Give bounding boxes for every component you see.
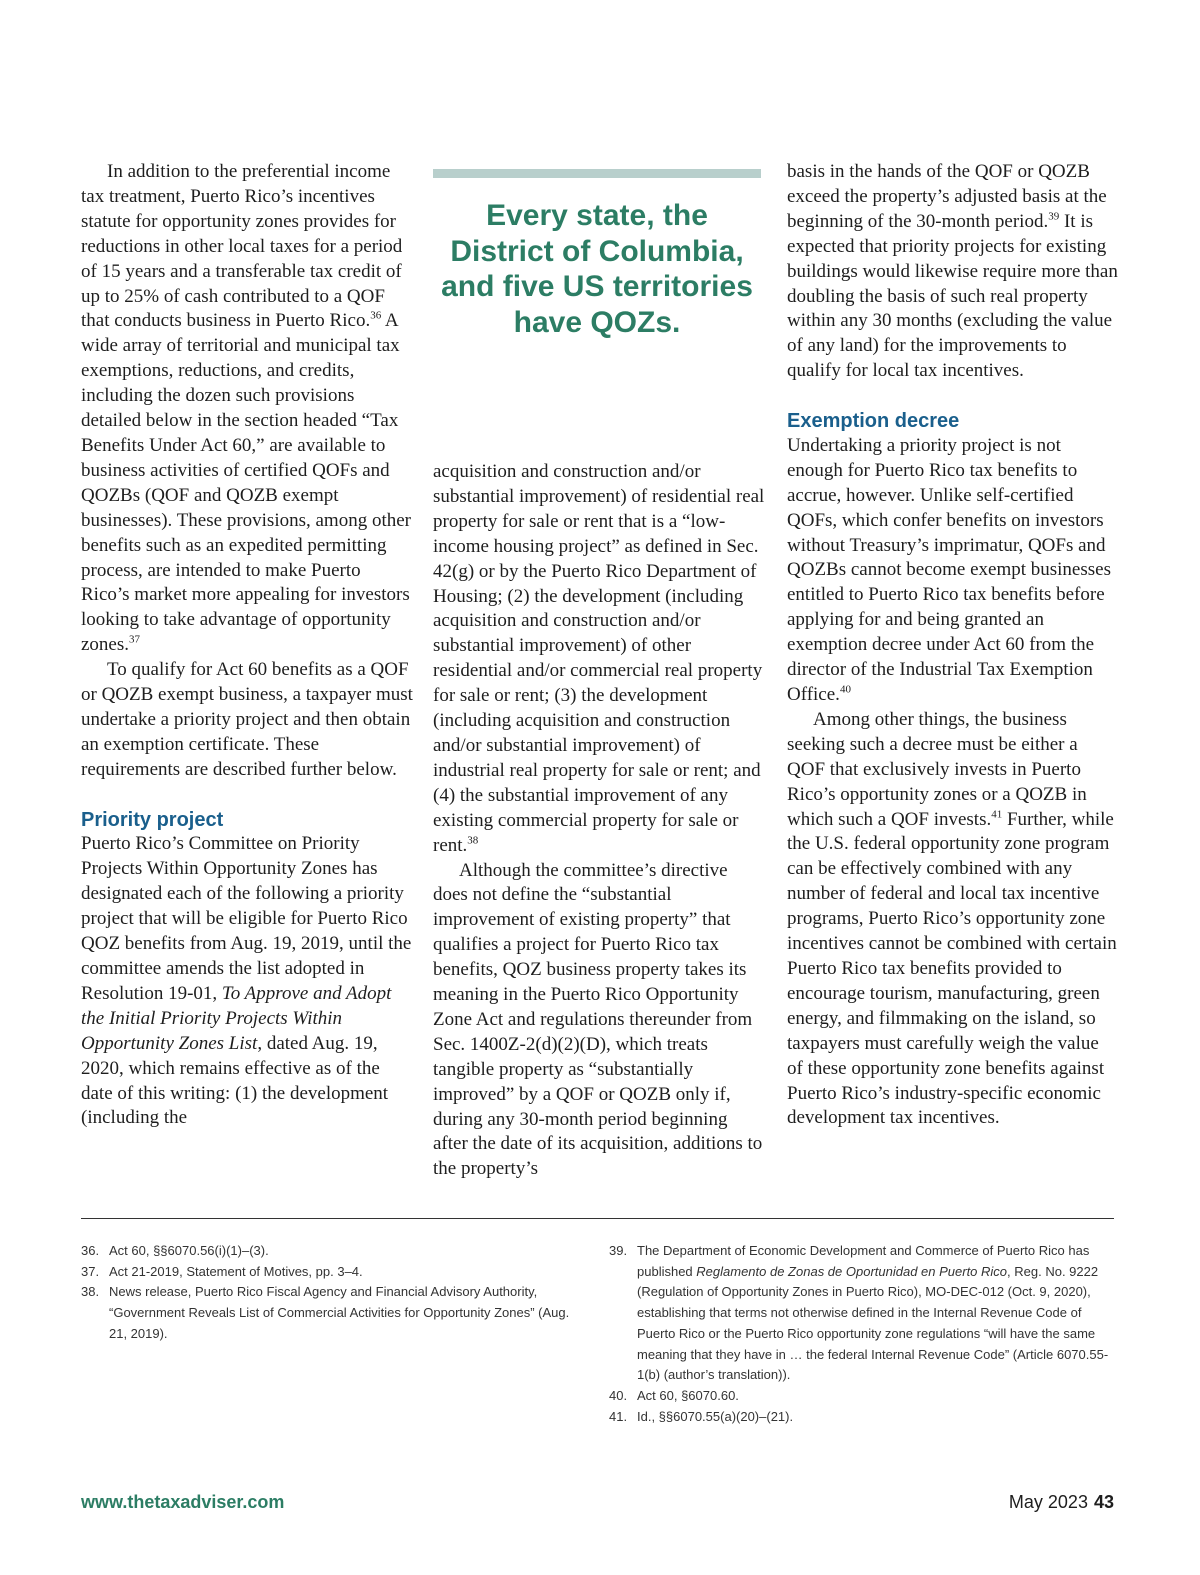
regulation-title: Reglamento de Zonas de Oportunidad en Puerto Rico <box>696 1263 1008 1279</box>
resolution-title: To Approve and Adopt the Initial Priority Projects Within Opportunity Zones List <box>81 982 392 1054</box>
paragraph: Among other things, the business seeking such a decree must be either a QOF that exclusively invests in Puerto Rico’s opportunity zones or a QOZB in which such a QOF invests.$^{41}$ Further, while the U.S. federal opportunity zone program can be effectively combined with any number of federal and local tax incentive programs, Puerto Rico’s opportunity zone incentives cannot be combined with certain Puerto Rico tax benefits provided to encourage tourism, manufacturing, green energy, and filmmaking on the island, so taxpayers must carefully weigh the value of these opportunity zone benefits against Puerto Rico’s industry-specific economic development tax incentives. <box>787 708 1117 1129</box>
footnote-38: 38. News release, Puerto Rico Fiscal Agency and Financial Advisory Authority, “Government Reveals List of Commercial Activities for Opportunity Zones” (Aug. 21, 2019). <box>81 1284 570 1341</box>
paragraph: basis in the hands of the QOF or QOZB exceed the property’s adjusted basis at the beginning of the 30-month period.$^{39}$ It is expected that priority projects for existing buildings would likewise require more than doubling the basis of such real property within any 30 months (excluding the value of any land) for the improvements to qualify for local tax incentives. <box>787 161 1118 382</box>
footnote-ref-40[interactable]: 40 <box>839 683 851 696</box>
paragraph: Puerto Rico’s Committee on Priority Projects Within Opportunity Zones has designated each of the following a priority project that will be eligible for Puerto Rico QOZ benefits from Aug. 19, 2019, until the committee amends the list adopted in Resolution 19-01, To Approve and Adopt the Initial Priority Projects Within Opportunity Zones List, dated Aug. 19, 2020, which remains effective as of the date of this writing: (1) the development (including the <box>81 833 412 1129</box>
footnote-ref-36[interactable]: 36 <box>370 310 382 323</box>
pull-quote-bar <box>433 169 761 178</box>
footer-website-link[interactable]: www.thetaxadviser.com <box>81 1492 285 1512</box>
footnote-ref-41[interactable]: 41 <box>991 808 1003 821</box>
paragraph: Although the committee’s directive does not define the “substantial improvement of existing property” that qualifies a project for Puerto Rico tax benefits, QOZ business property takes its meaning in the Puerto Rico Opportunity Zone Act and regulations thereunder from Sec. 1400Z-2(d)(2)(D), which treats tangible property as “substantially improved” by a QOF or QOZB only if, during any 30-month period beginning after the date of its acquisition, additions to the property’s <box>433 859 763 1180</box>
footnote-39: 39. The Department of Economic Development and Commerce of Puerto Rico has published Reglamento de Zonas de Oportunidad en Puerto Rico, Reg. No. 9222 (Regulation of Opportunity Zones in Puerto Rico), MO-DEC-012 (Oct. 9, 2020), establishing that terms not otherwise defined in the Internal Revenue Code of Puerto Rico or the Puerto Rico opportunity zone regulations “will have the same meaning that they have in … the federal Internal Revenue Code” (Article 6070.55-1(b) (author’s translation)). <box>609 1243 1109 1383</box>
footnote-36: 36. Act 60, §§6070.56(i)(1)–(3). <box>81 1243 269 1258</box>
footnotes-left <box>81 1241 581 1345</box>
section-heading-priority-project: Priority project <box>81 808 224 831</box>
column-1 <box>81 160 413 1131</box>
footnotes-right <box>609 1241 1109 1427</box>
paragraph: Undertaking a priority project is not enough for Puerto Rico tax benefits to accrue, however. Unlike self-certified QOFs, which confer benefits on investors without Treasury’s imprimatur, QOFs and QOZBs cannot become exempt businesses entitled to Puerto Rico tax benefits before applying for and being granted an exemption decree under Act 60 from the director of the Industrial Tax Exemption Office.$^{40}$ <box>787 434 1111 706</box>
paragraph: acquisition and construction and/or substantial improvement) of residential real property for sale or rent that is a “low-income housing project” as defined in Sec. 42(g) or by the Puerto Rico Department of Housing; (2) the development (including acquisition and construction and/or substantial improvement) of other residential and/or commercial real property for sale or rent; (3) the development (including acquisition and construction and/or substantial improvement) of industrial real property for sale or rent; and (4) the substantial improvement of any existing commercial property for sale or rent.$^{38}$ <box>433 461 765 856</box>
page-number: 43 <box>1093 1492 1114 1512</box>
footnote-divider <box>81 1218 1114 1219</box>
footnote-ref-38[interactable]: 38 <box>467 834 479 847</box>
paragraph: In addition to the preferential income tax treatment, Puerto Rico’s incentives statute for opportunity zones provides for reductions in other local taxes for a period of 15 years and a transferable tax credit of up to 25% of cash contributed to a QOF that conducts business in Puerto Rico.$^{36}$ A wide array of territorial and municipal tax exemptions, reductions, and credits, including the dozen such provisions detailed below in the section headed “Tax Benefits Under Act 60,” are available to business activities of certified QOFs and QOZBs (QOF and QOZB exempt businesses). These provisions, among other benefits such as an expedited permitting process, are intended to make Puerto Rico’s market more appealing for investors looking to take advantage of opportunity zones.$^{37}$ <box>81 161 411 656</box>
issue-date: May 2023 <box>1008 1492 1088 1512</box>
section-heading-exemption-decree: Exemption decree <box>787 410 960 433</box>
footnote-37: 37. Act 21-2019, Statement of Motives, pp. 3–4. <box>81 1263 363 1279</box>
pull-quote: Every state, the District of Columbia, and five US territories have QOZs. <box>441 199 753 339</box>
footnote-41: 41. Id., §§6070.55(a)(20)–(21). <box>609 1408 794 1424</box>
footnote-ref-39[interactable]: 39 <box>1048 210 1060 223</box>
footer-issue-page <box>1009 1492 1114 1513</box>
footnote-40: 40. Act 60, §6070.60. <box>609 1387 739 1403</box>
column-3 <box>787 160 1119 1131</box>
paragraph: To qualify for Act 60 benefits as a QOF or QOZB exempt business, a taxpayer must undertake a priority project and then obtain an exemption certificate. These requirements are described further below. <box>81 659 413 780</box>
footnote-ref-37[interactable]: 37 <box>129 633 141 646</box>
